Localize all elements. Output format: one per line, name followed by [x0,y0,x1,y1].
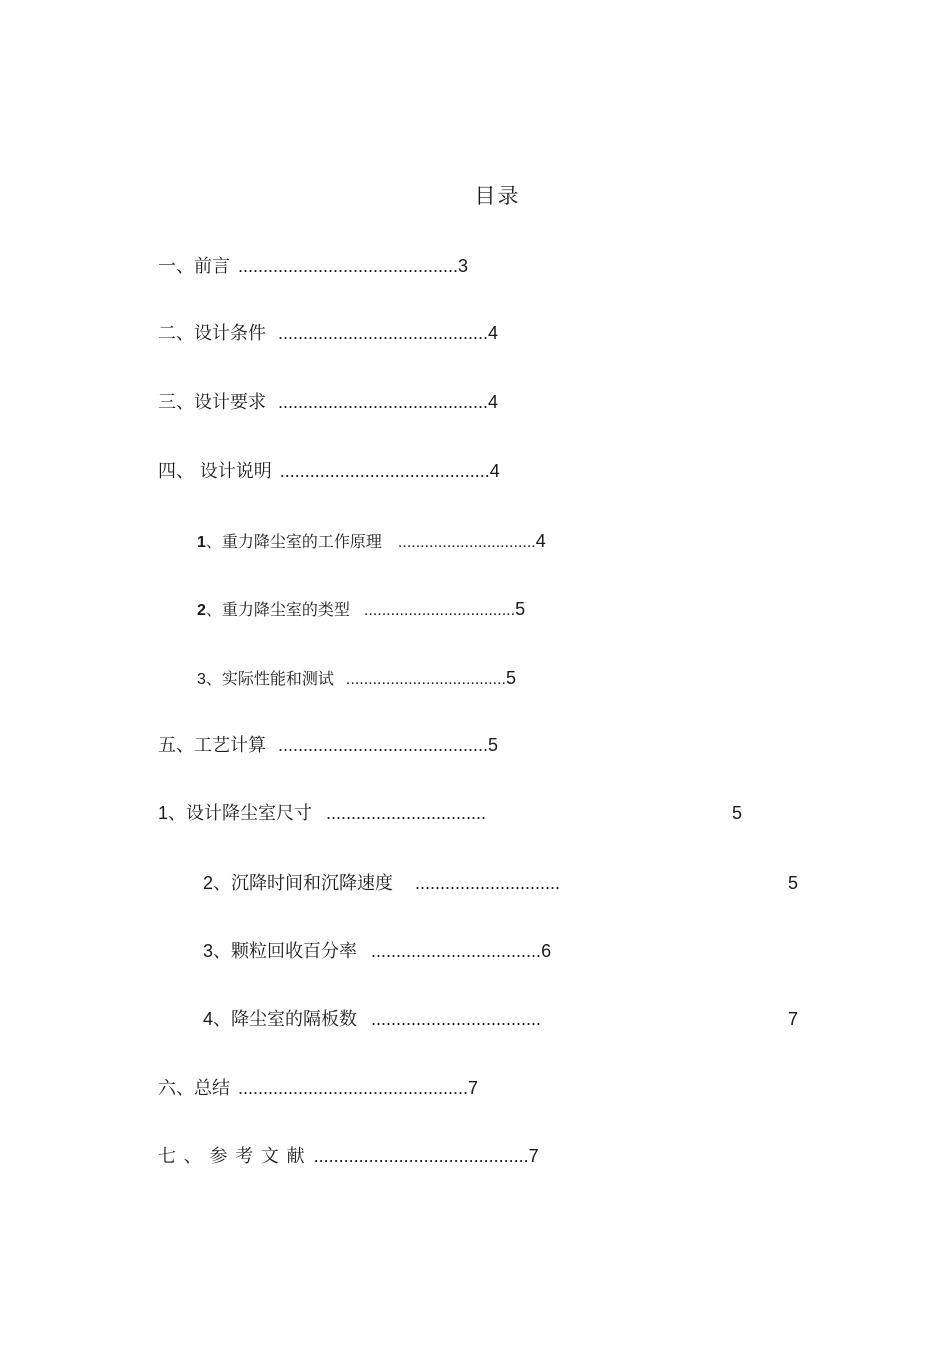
toc-title: 目录 [474,184,521,208]
toc-entry-label: 三、设计要求 [158,392,266,413]
toc-page-number: 7 [788,1009,799,1029]
toc-entry-chamber-dimensions[interactable] [158,801,758,826]
toc-page-number: 4 [535,531,546,551]
toc-entry-label: 、实际性能和测试 [205,669,334,688]
toc-page-number: 5 [488,735,499,755]
toc-leader-dots: .................................... [345,671,506,688]
toc-page-number: 3 [458,256,469,276]
toc-page-number: 5 [732,803,743,823]
toc-entry-number: 2 [203,873,214,893]
toc-entry-label: 二、设计条件 [158,323,266,344]
toc-entry-summary[interactable] [158,1076,478,1101]
toc-entry-label: 、重力降尘室的工作原理 [205,532,382,551]
toc-page-number: 4 [489,461,500,481]
toc-entry-label: 六、总结 [158,1078,230,1099]
toc-leader-dots: ........................................... [313,1146,529,1166]
toc-page-number: 5 [788,873,799,893]
toc-entry-label: 四、 设计说明 [158,461,272,482]
toc-leader-dots: ............................. [415,873,561,893]
toc-entry-label: 五、工艺计算 [158,735,266,756]
toc-leader-dots: ............................... [397,534,536,551]
toc-page-number: 6 [541,941,552,961]
toc-leader-dots: ................................ [326,803,487,823]
toc-entry-label: 、重力降尘室的类型 [205,600,350,619]
toc-entry-label: 一、前言 [158,256,230,277]
toc-entry-number: 1 [158,803,169,823]
toc-leader-dots: .......................................... [278,735,489,755]
toc-entry-performance-testing[interactable] [197,666,516,692]
toc-leader-dots: .................................. [363,602,516,619]
toc-leader-dots: .............................................. [238,1078,469,1098]
toc-leader-dots: .......................................... [279,461,490,481]
toc-page-number: 4 [488,392,499,412]
toc-entry-types[interactable] [197,597,525,623]
toc-leader-dots: ............................................ [238,256,459,276]
toc-entry-settling-time-velocity[interactable] [203,871,813,896]
toc-entry-number: 2 [197,602,206,619]
toc-entry-particle-recovery[interactable] [203,939,551,964]
toc-page-number: 5 [515,599,526,619]
toc-leader-dots: .................................. [371,941,542,961]
toc-page-number: 7 [528,1146,539,1166]
toc-page-number: 5 [505,668,516,688]
toc-entry-number: 4 [203,1009,214,1029]
toc-entry-number: 3 [197,671,206,688]
toc-entry-number: 3 [203,941,214,961]
toc-leader-dots: .......................................... [278,392,489,412]
toc-page-number: 7 [468,1078,479,1098]
toc-leader-dots: .................................. [371,1009,542,1029]
toc-entry-label: 七 、 参 考 文 献 [158,1146,306,1167]
toc-entry-process-calculation[interactable] [158,733,498,758]
toc-entry-number: 1 [197,534,206,551]
toc-entry-references[interactable] [158,1144,539,1169]
toc-entry-label: 、颗粒回收百分率 [213,941,358,962]
toc-entry-label: 、设计降尘室尺寸 [168,803,313,824]
toc-leader-dots: .......................................... [278,323,489,343]
toc-entry-design-description[interactable] [158,459,500,484]
toc-entry-working-principle[interactable] [197,529,546,555]
toc-entry-design-requirements[interactable] [158,390,498,415]
toc-entry-design-conditions[interactable] [158,321,498,346]
toc-page-number: 4 [488,323,499,343]
toc-entry-preface[interactable] [158,254,468,279]
toc-entry-partition-count[interactable] [203,1007,813,1032]
toc-entry-label: 、沉降时间和沉降速度 [213,873,394,894]
toc-entry-label: 、降尘室的隔板数 [213,1009,358,1030]
